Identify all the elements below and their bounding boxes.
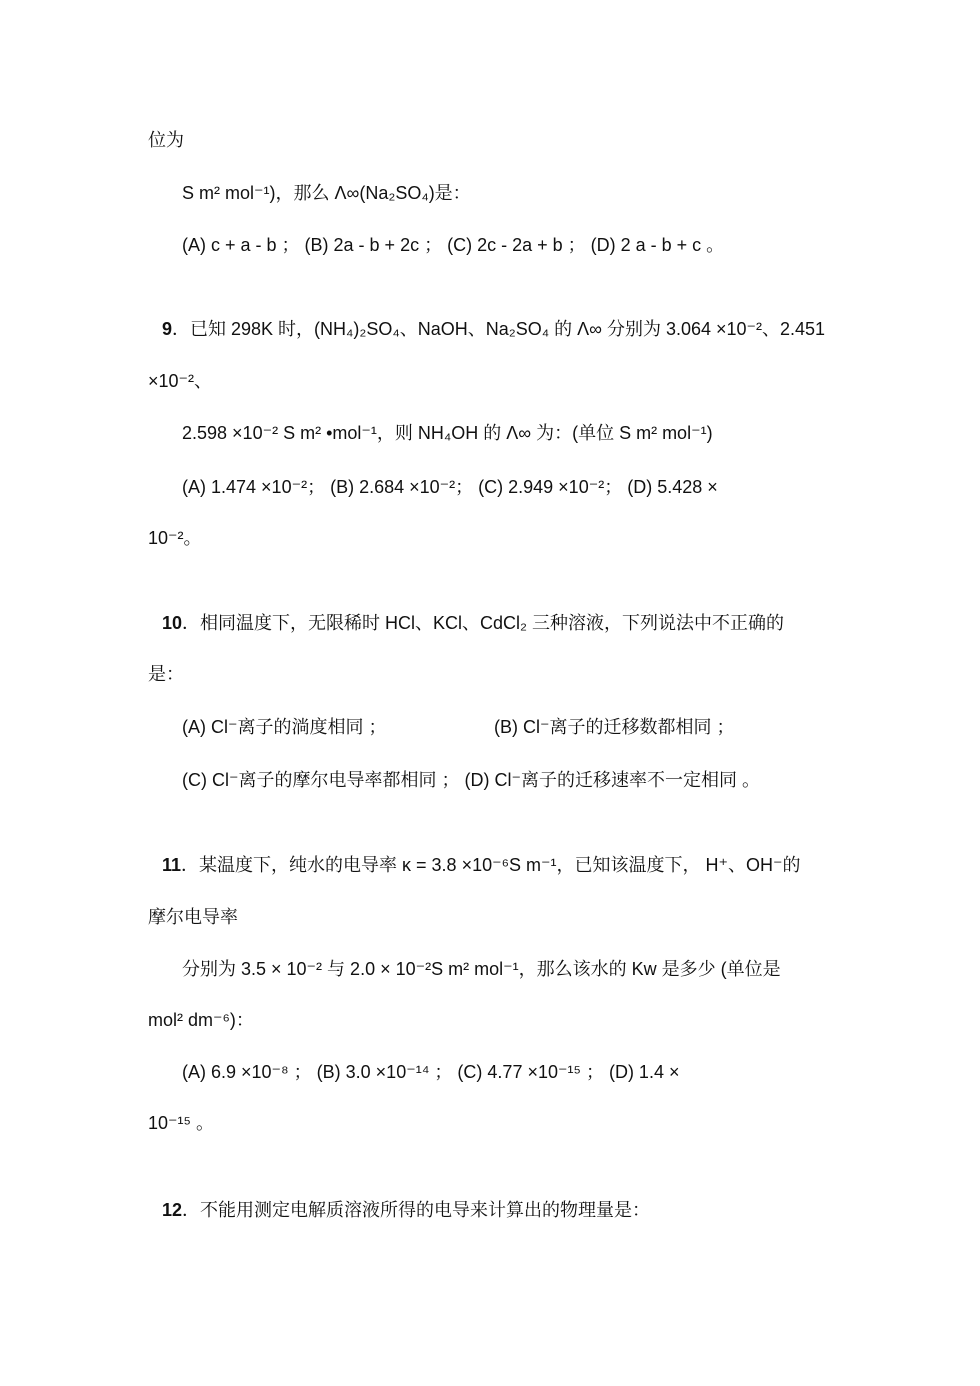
question-10: [162, 610, 784, 636]
answer-options: (A) 1.474 ×10⁻²； (B) 2.684 ×10⁻²； (C) 2.949 ×10⁻²； (D) 5.428 ×: [182, 477, 718, 497]
question-number: 12: [162, 1200, 183, 1220]
question-number: 9: [162, 319, 173, 339]
question-9: [162, 316, 825, 342]
answer-option-a: (A) Cl⁻离子的淌度相同 ；: [182, 717, 387, 737]
text-line: 位为: [148, 130, 184, 150]
question-text: ．已知 298K 时，(NH₄)₂SO₄、NaOH、Na₂SO₄ 的 Λ∞ 分别为 3.064 ×10⁻²、2.451: [172, 319, 826, 339]
question-12: [162, 1197, 650, 1223]
text-line: 2.598 ×10⁻² S m² •mol⁻¹，则 NH₄OH 的 Λ∞ 为：(单位 S m² mol⁻¹): [182, 423, 713, 443]
answer-options: (A) c + a - b ； (B) 2a - b + 2c ； (C) 2c - 2a + b ； (D) 2 a - b + c 。: [182, 235, 725, 255]
text-line: 摩尔电导率: [148, 907, 238, 927]
text-line: mol² dm⁻⁶)：: [148, 1010, 254, 1030]
answer-options: (C) Cl⁻离子的摩尔电导率都相同 ； (D) Cl⁻离子的迁移速率不一定相同 。: [182, 770, 760, 790]
question-text: ．相同温度下，无限稀时 HCl、KCl、CdCl₂ 三种溶液，下列说法中不正确的: [182, 613, 785, 633]
text-line: 10⁻²。: [148, 528, 202, 548]
text-line: 是：: [148, 664, 184, 684]
text-line: 分别为 3.5 × 10⁻² 与 2.0 × 10⁻²S m² mol⁻¹，那么该水的 Kw 是多少 (单位是: [182, 959, 781, 979]
text-line: 10⁻¹⁵ 。: [148, 1113, 214, 1133]
question-text: ．某温度下，纯水的电导率 κ = 3.8 ×10⁻⁶S m⁻¹，已知该温度下， H⁺、OH⁻的: [181, 855, 801, 875]
answer-option-b: (B) Cl⁻离子的迁移数都相同 ；: [494, 717, 735, 737]
text-line: S m² mol⁻¹)，那么 Λ∞(Na₂SO₄)是：: [182, 183, 471, 203]
text-line: ×10⁻²、: [148, 371, 213, 391]
question-number: 10: [162, 613, 183, 633]
answer-options: (A) 6.9 ×10⁻⁸ ； (B) 3.0 ×10⁻¹⁴ ； (C) 4.77 ×10⁻¹⁵ ； (D) 1.4 ×: [182, 1062, 680, 1082]
question-11: [162, 852, 801, 878]
question-text: ．不能用测定电解质溶液所得的电导来计算出的物理量是：: [182, 1200, 651, 1220]
question-number: 11: [162, 855, 182, 875]
